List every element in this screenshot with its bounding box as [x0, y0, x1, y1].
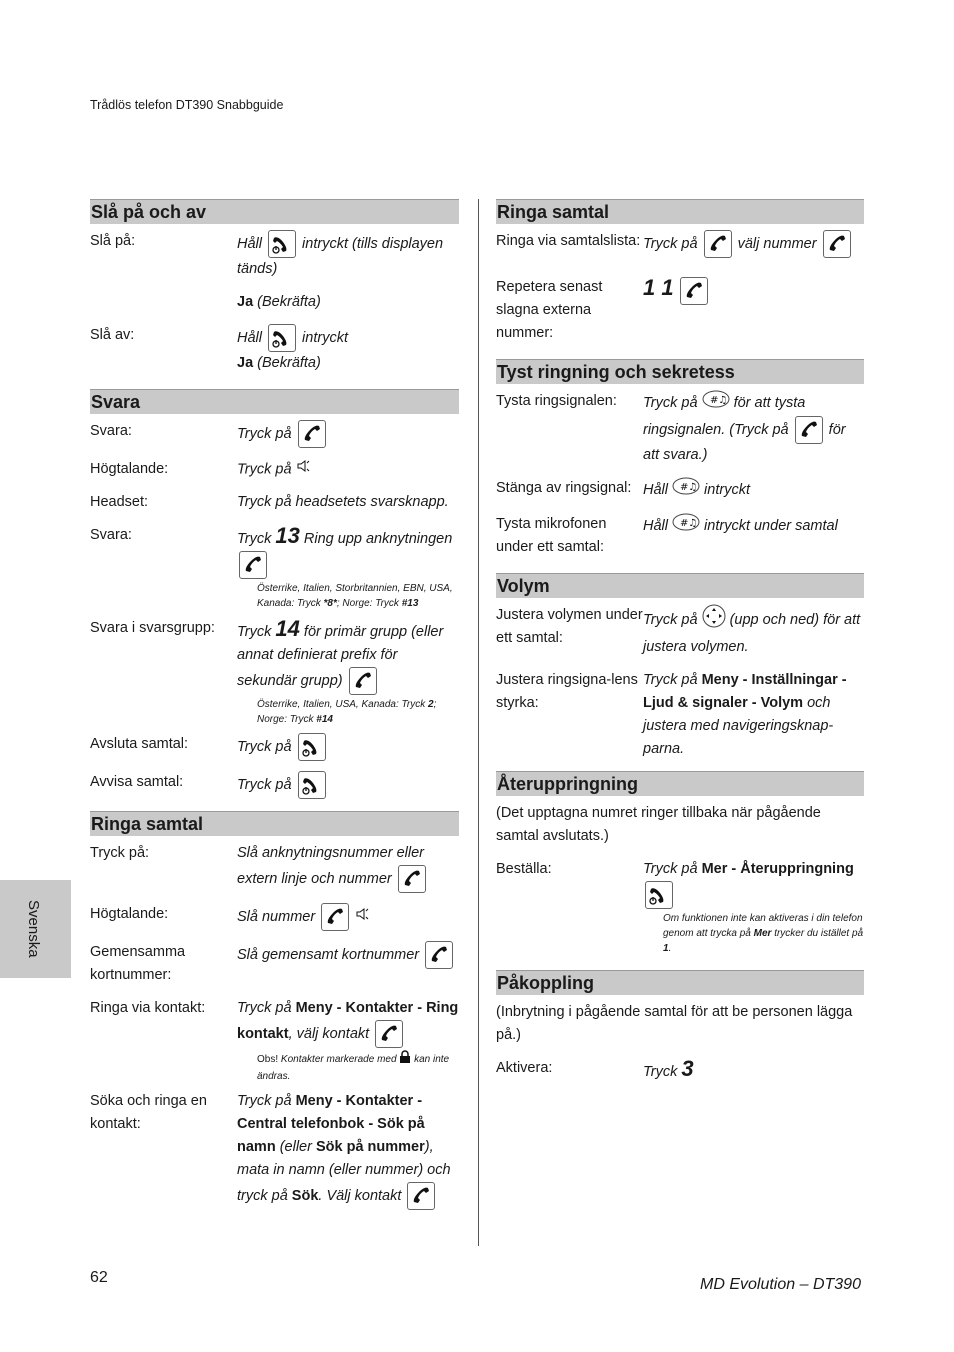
value-text: (Bekräfta)	[257, 294, 321, 310]
call-key-icon	[680, 277, 708, 305]
row-value	[237, 420, 459, 448]
end-call-key-icon	[268, 230, 296, 258]
section-title-intrusion: Påkoppling	[496, 970, 864, 995]
mute-key-icon	[702, 390, 730, 416]
row-power-off	[90, 324, 459, 375]
value-text: Håll	[237, 329, 262, 346]
value-text: och justera med navigeringsknap-parna.	[643, 695, 834, 757]
value-text: Tryck på	[643, 611, 698, 628]
row-end-call	[90, 733, 459, 761]
menu-path: Sök på nummer	[315, 1139, 425, 1156]
call-key-icon	[349, 667, 377, 695]
row-label: Slå på:	[90, 233, 136, 249]
value-text: Tryck	[643, 1064, 678, 1080]
value-text: för primär grupp (eller annat definierat prefix för sekundär grupp)	[237, 624, 444, 690]
row-label: Ringa via samtalslista:	[496, 233, 641, 249]
value-text: Tryck på	[643, 672, 698, 688]
row-call-contact	[90, 997, 459, 1048]
row-label: Söka och ringa en kontakt:	[90, 1093, 207, 1133]
call-key-icon	[375, 1020, 403, 1048]
call-key-icon	[239, 551, 267, 579]
row-callback-order	[496, 858, 864, 909]
note-answer-ext	[257, 581, 459, 611]
code-number: 1 1	[643, 275, 674, 300]
row-answer	[90, 420, 459, 448]
note-code: #14	[316, 714, 333, 726]
row-activate	[496, 1057, 864, 1084]
row-value	[237, 997, 459, 1048]
value-text: . Välj kontakt	[318, 1188, 402, 1205]
end-call-key-icon	[268, 324, 296, 352]
value-text: för att tysta ringsignalen. (Tryck på	[643, 394, 806, 438]
note-text: Kontakter markerade med	[280, 1054, 397, 1066]
call-key-icon	[398, 865, 426, 893]
header-title: Trådlös telefon DT390 Snabbguide	[90, 98, 284, 112]
row-value	[643, 858, 864, 909]
row-label: Svara:	[90, 423, 132, 439]
value-text: Tryck på	[643, 394, 698, 411]
svg-text:#♫: #♫	[709, 395, 727, 406]
value-text: Håll	[237, 235, 262, 252]
intrusion-intro: (Inbrytning i pågående samtal för att be personen lägga på.)	[496, 1004, 853, 1043]
speaker-icon	[296, 458, 310, 481]
note-code: #13	[401, 598, 419, 610]
row-label: Justera volymen under ett samtal:	[496, 607, 643, 646]
row-value	[237, 324, 459, 375]
row-label: Högtalande:	[90, 461, 169, 477]
end-call-key-icon	[645, 881, 673, 909]
value-text: intryckt	[302, 329, 348, 346]
end-call-key-icon	[298, 771, 326, 799]
menu-path: Sök	[291, 1188, 319, 1205]
row-value	[643, 230, 864, 258]
value-text: Tryck på	[643, 235, 698, 252]
row-call-volume	[496, 604, 864, 659]
row-answer-ext	[90, 524, 459, 579]
value-text: Tryck på	[237, 1000, 292, 1017]
menu-path: Mer - Återuppringning	[701, 861, 854, 877]
row-value	[237, 524, 459, 579]
note-code: 2	[428, 699, 434, 711]
row-speaker	[90, 458, 459, 481]
value-text: Tryck på	[237, 739, 292, 756]
call-key-icon	[321, 903, 349, 931]
softkey-ja: Ja	[237, 355, 254, 371]
note-text: Österrike, Italien, Storbritannien, EBN, USA, Kanada: Tryck	[257, 583, 453, 610]
row-value	[643, 1057, 864, 1084]
row-ring-off	[496, 477, 864, 503]
menu-path: Meny - Inställningar - Ljud & signaler - Volym	[643, 672, 847, 711]
note-contacts	[257, 1050, 459, 1084]
row-search-contact	[90, 1090, 459, 1210]
value-text: (eller	[279, 1139, 312, 1156]
row-value	[237, 941, 459, 987]
value-text: Tryck på	[643, 861, 698, 877]
note-text: Obs!	[257, 1054, 279, 1066]
row-reject-call	[90, 771, 459, 799]
section-title-power: Slå på och av	[90, 199, 459, 224]
row-label: Beställa:	[496, 861, 552, 877]
svg-text:#♫: #♫	[680, 518, 698, 529]
code-number: 13	[275, 523, 300, 549]
row-label: Repetera senast slagna externa nummer:	[496, 279, 603, 341]
section-title-call-list: Ringa samtal	[496, 199, 864, 224]
right-column	[496, 199, 864, 1094]
section-title-answer: Svara	[90, 389, 459, 414]
svg-text:#♫: #♫	[680, 482, 698, 493]
section-title-silent: Tyst ringning och sekretess	[496, 359, 864, 384]
row-value	[643, 477, 864, 503]
row-label: Avsluta samtal:	[90, 736, 189, 753]
row-mute-mic	[496, 513, 864, 559]
row-value	[643, 390, 864, 467]
row-label: Högtalande:	[90, 906, 169, 923]
value-text: Håll	[643, 481, 668, 498]
row-value	[643, 669, 864, 761]
value-text: Tryck på	[237, 1093, 292, 1110]
section-title-make-call: Ringa samtal	[90, 811, 459, 836]
value-text: (Bekräfta)	[257, 355, 321, 371]
code-number: 14	[275, 616, 300, 642]
row-redial	[496, 276, 864, 345]
value-text: för att svara.)	[643, 421, 846, 463]
softkey-ja: Ja	[237, 294, 254, 310]
row-value	[237, 617, 459, 695]
row-label: Aktivera:	[496, 1060, 553, 1076]
row-value	[237, 733, 459, 761]
row-value	[643, 604, 864, 659]
row-answer-group	[90, 617, 459, 695]
value-text: Tryck på	[237, 461, 292, 478]
row-value	[237, 903, 459, 931]
callback-intro: (Det upptagna numret ringer tillbaka när pågående samtal avslutats.)	[496, 805, 821, 844]
call-key-icon	[425, 941, 453, 969]
row-label: Svara:	[90, 527, 132, 544]
row-label: Avvisa samtal:	[90, 774, 184, 791]
note-text: .	[668, 943, 672, 954]
row-label: Svara i svarsgrupp:	[90, 620, 215, 637]
row-label: Justera ringsigna-lens styrka:	[496, 672, 638, 711]
note-text: Österrike, Italien, USA, Kanada: Tryck	[257, 699, 426, 711]
mute-key-icon	[672, 513, 700, 539]
section-title-callback: Återuppringning	[496, 771, 864, 796]
menu-path: Meny - Kontakter - Central telefonbok - Sök på namn	[237, 1093, 425, 1156]
note-text: ; Norge: Tryck	[336, 598, 399, 610]
row-power-on	[90, 230, 459, 314]
row-value	[237, 1090, 459, 1210]
code-number: 3	[681, 1056, 694, 1081]
value-text: Tryck på	[237, 777, 292, 794]
row-label: Headset:	[90, 494, 149, 511]
language-tab-label: Svenska	[25, 900, 42, 958]
row-label: Tysta ringsignalen:	[496, 393, 617, 409]
page-number: 62	[90, 1269, 108, 1286]
call-key-icon	[298, 420, 326, 448]
value-text: ), mata in namn (eller nummer) och tryck på	[237, 1139, 451, 1205]
value-text: intryckt under samtal	[704, 517, 838, 534]
row-headset	[90, 491, 459, 514]
row-dial	[90, 842, 459, 893]
note-code: 1	[663, 943, 669, 954]
row-value	[237, 771, 459, 799]
value-text: Slå gemensamt kortnummer	[237, 947, 420, 964]
value-text: Slå nummer	[237, 909, 316, 926]
value-text: intryckt	[704, 481, 750, 498]
mute-key-icon	[672, 477, 700, 503]
left-column	[90, 199, 459, 1220]
row-silence-ring	[496, 390, 864, 467]
column-divider	[478, 199, 479, 1246]
value-text: (upp och ned) för att justera volymen.	[643, 611, 861, 655]
value-text: Tryck	[237, 624, 272, 641]
row-value	[643, 513, 864, 559]
row-value	[643, 276, 864, 345]
row-label: Ringa via kontakt:	[90, 1000, 206, 1017]
row-ring-volume	[496, 669, 864, 761]
note-text: Mer	[753, 928, 772, 939]
value-text: Tryck	[237, 531, 272, 548]
note-text: ; Norge: Tryck	[257, 699, 437, 726]
language-tab	[0, 880, 71, 978]
lock-icon	[399, 1050, 411, 1069]
row-label: Gemensamma kortnummer:	[90, 944, 186, 984]
value-text: Håll	[643, 517, 668, 534]
row-label: Tysta mikrofonen under ett samtal:	[496, 516, 607, 555]
section-title-volume: Volym	[496, 573, 864, 598]
row-value: Tryck på headsetets svarsknapp.	[237, 494, 449, 511]
value-text: Slå anknytningsnummer eller extern linje och nummer	[237, 845, 424, 888]
row-label: Stänga av ringsignal:	[496, 480, 632, 496]
row-call-list	[496, 230, 864, 258]
row-label: Slå av:	[90, 327, 135, 343]
note-code: *8*	[323, 598, 337, 610]
row-value	[237, 230, 459, 314]
row-speed-dial	[90, 941, 459, 987]
call-key-icon	[704, 230, 732, 258]
value-text: , välj kontakt	[288, 1026, 370, 1043]
note-callback	[663, 911, 864, 956]
note-text: kan inte ändras.	[257, 1054, 450, 1083]
value-text: välj nummer	[737, 235, 817, 252]
row-value	[237, 458, 459, 481]
footer-product: MD Evolution – DT390	[700, 1276, 861, 1293]
row-value	[237, 842, 459, 893]
row-label: Tryck på:	[90, 845, 150, 862]
note-answer-group	[257, 697, 459, 727]
navigation-key-icon	[702, 604, 726, 636]
call-key-icon	[407, 1182, 435, 1210]
row-speaker-dial	[90, 903, 459, 931]
call-key-icon	[823, 230, 851, 258]
value-text: Tryck på	[237, 425, 292, 442]
note-text: Om funktionen inte kan aktiveras i din telefon genom att trycka på	[663, 913, 863, 939]
speaker-icon	[355, 906, 369, 929]
note-text: trycker du istället på	[774, 928, 864, 939]
value-text: intryckt (tills displayen tänds)	[237, 235, 444, 277]
call-key-icon	[795, 416, 823, 444]
value-text: Ring upp anknytningen	[303, 531, 453, 548]
end-call-key-icon	[298, 733, 326, 761]
menu-path: Meny - Kontakter - Ring kontakt	[237, 1000, 459, 1043]
